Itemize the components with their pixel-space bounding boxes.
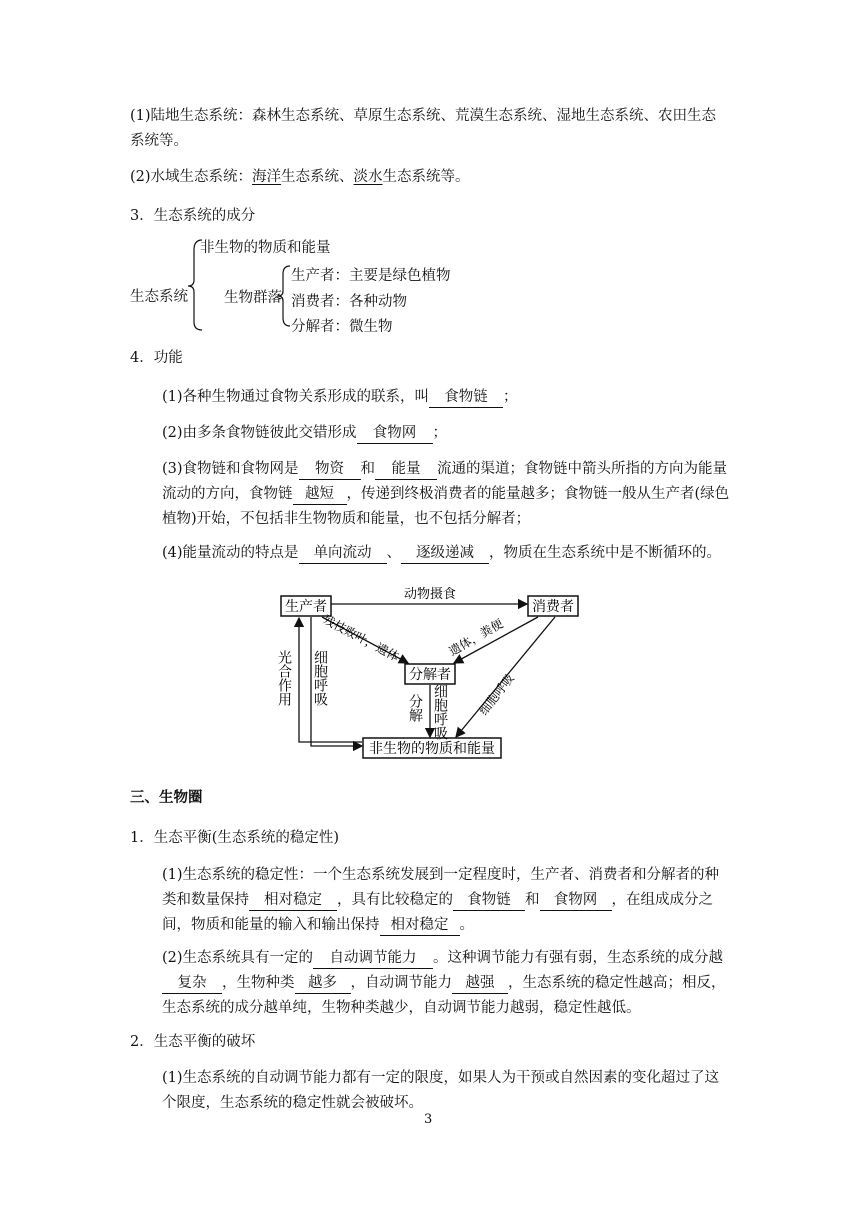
consumer-node-label: 消费者	[532, 599, 574, 615]
answer-blank: 越多	[295, 973, 351, 994]
answer-blank: 逐级递减	[401, 543, 489, 564]
underlined-term-ocean: 海洋	[252, 169, 282, 185]
text: ，传递到终极消费者的能量越多；食物链一般从生产者(绿色植物)开始，不包括非生物物质和能量，也不包括分解者；	[162, 486, 730, 527]
photosynthesis-label: 光合作用	[276, 650, 292, 706]
answer-blank: 越强	[452, 973, 508, 994]
text: ；	[432, 425, 448, 441]
text: 和	[360, 461, 376, 477]
text: (2)水域生态系统：	[130, 169, 253, 185]
producer-respiration-label: 细胞呼吸	[312, 650, 328, 706]
abiotic-node-label: 非生物的物质和能量	[369, 741, 495, 757]
consumer-respiration-label: 细胞呼吸	[476, 671, 517, 718]
paragraph-energy-traits	[162, 541, 730, 566]
eating-label: 动物摄食	[403, 587, 457, 602]
text: ，生物种类	[222, 975, 295, 991]
decomposer-label: 分解者：微生物	[291, 319, 393, 335]
answer-blank: 越短	[293, 484, 347, 505]
community-label: 生物群落	[224, 290, 282, 306]
text: 。	[459, 917, 474, 933]
heading-function: 4．功能	[130, 350, 183, 366]
ecosystem-label: 生态系统	[130, 289, 188, 305]
text: (2)由多条食物链彼此交错形成	[162, 425, 357, 441]
paragraph-aquatic	[130, 165, 730, 190]
decomposition-label: 分解	[407, 694, 423, 722]
answer-blank: 食物链	[429, 387, 503, 408]
heading-ecological-balance: 1．生态平衡(生态系统的稳定性)	[130, 830, 340, 846]
text: (1)生态系统的稳定性：一个生态系统发展到一定程度时，生产者、消费者和分解者的种类和数量保持	[162, 867, 720, 908]
text: 生态系统等。	[382, 169, 470, 185]
answer-blank: 物资	[299, 459, 361, 480]
answer-blank: 相对稳定	[380, 915, 460, 936]
decomposer-node-label: 分解者	[409, 667, 451, 683]
answer-blank: 自动调节能力	[313, 948, 433, 969]
text: (2)生态系统具有一定的	[162, 950, 314, 966]
text: (4)能量流动的特点是	[162, 545, 299, 561]
paragraph-self-regulation	[162, 946, 730, 1021]
text: ，具有比较稳定的	[337, 892, 453, 908]
underlined-term-freshwater: 淡水	[353, 169, 383, 185]
answer-blank: 能量	[375, 459, 437, 480]
text: ；	[503, 389, 518, 405]
text: ，在组成成分之间，物质和能量的输入和输出保持	[162, 892, 713, 933]
text: ，物质在生态系统中是不断循环的。	[489, 545, 722, 561]
answer-blank: 食物网	[540, 890, 612, 911]
paragraph-limit: (1)生态系统的自动调节能力都有一定的限度，如果人为干预或自然因素的变化超过了这个限度，生态系统的稳定性就会被破坏。	[162, 1070, 720, 1111]
abiotic-label: 非生物的物质和能量	[200, 240, 331, 256]
remains-label: 遗体，粪便	[446, 616, 506, 659]
paragraph-stability	[162, 863, 730, 938]
page-number: 3	[424, 1112, 433, 1127]
producer-label: 生产者：主要是绿色植物	[291, 268, 451, 284]
paragraph-terrestrial: (1)陆地生态系统：森林生态系统、草原生态系统、荒漠生态系统、湿地生态系统、农田生态系统等。	[130, 108, 717, 149]
ecosystem-flow-diagram	[270, 584, 590, 764]
text: 。这种调节能力有强有弱，生态系统的成分越	[433, 950, 724, 966]
text: 和	[525, 892, 540, 908]
text: ，自动调节能力	[350, 975, 452, 991]
heading-balance-destruction: 2．生态平衡的破坏	[130, 1034, 256, 1050]
paragraph-energy-flow	[162, 457, 730, 532]
text: 、	[386, 545, 402, 561]
answer-blank: 食物网	[357, 423, 433, 444]
consumer-label: 消费者：各种动物	[291, 294, 407, 310]
text: 流通的渠道；食物链中箭头所指的方向为能量流动的方向，食物链	[162, 461, 728, 502]
heading-components: 3．生态系统的成分	[130, 208, 256, 224]
litter-label: 残枝败叶，遗体	[320, 612, 402, 665]
answer-blank: 食物链	[453, 890, 525, 911]
text: (1)各种生物通过食物关系形成的联系，叫	[162, 389, 430, 405]
answer-blank: 单向流动	[299, 543, 387, 564]
text: 生态系统、	[281, 169, 354, 185]
producer-node-label: 生产者	[285, 599, 327, 615]
paragraph-food-web	[162, 421, 730, 446]
decomposer-respiration-label: 细胞呼吸	[432, 684, 448, 740]
answer-blank: 相对稳定	[249, 890, 337, 911]
text: (3)食物链和食物网是	[162, 461, 299, 477]
heading-biosphere: 三、生物圈	[130, 789, 203, 806]
text: ，生态系统的稳定性越高；相反，生态系统的成分越单纯，生物种类越少，自动调节能力越弱，稳定性越低。	[162, 975, 726, 1016]
paragraph-food-chain	[162, 385, 730, 410]
answer-blank: 复杂	[162, 973, 222, 994]
